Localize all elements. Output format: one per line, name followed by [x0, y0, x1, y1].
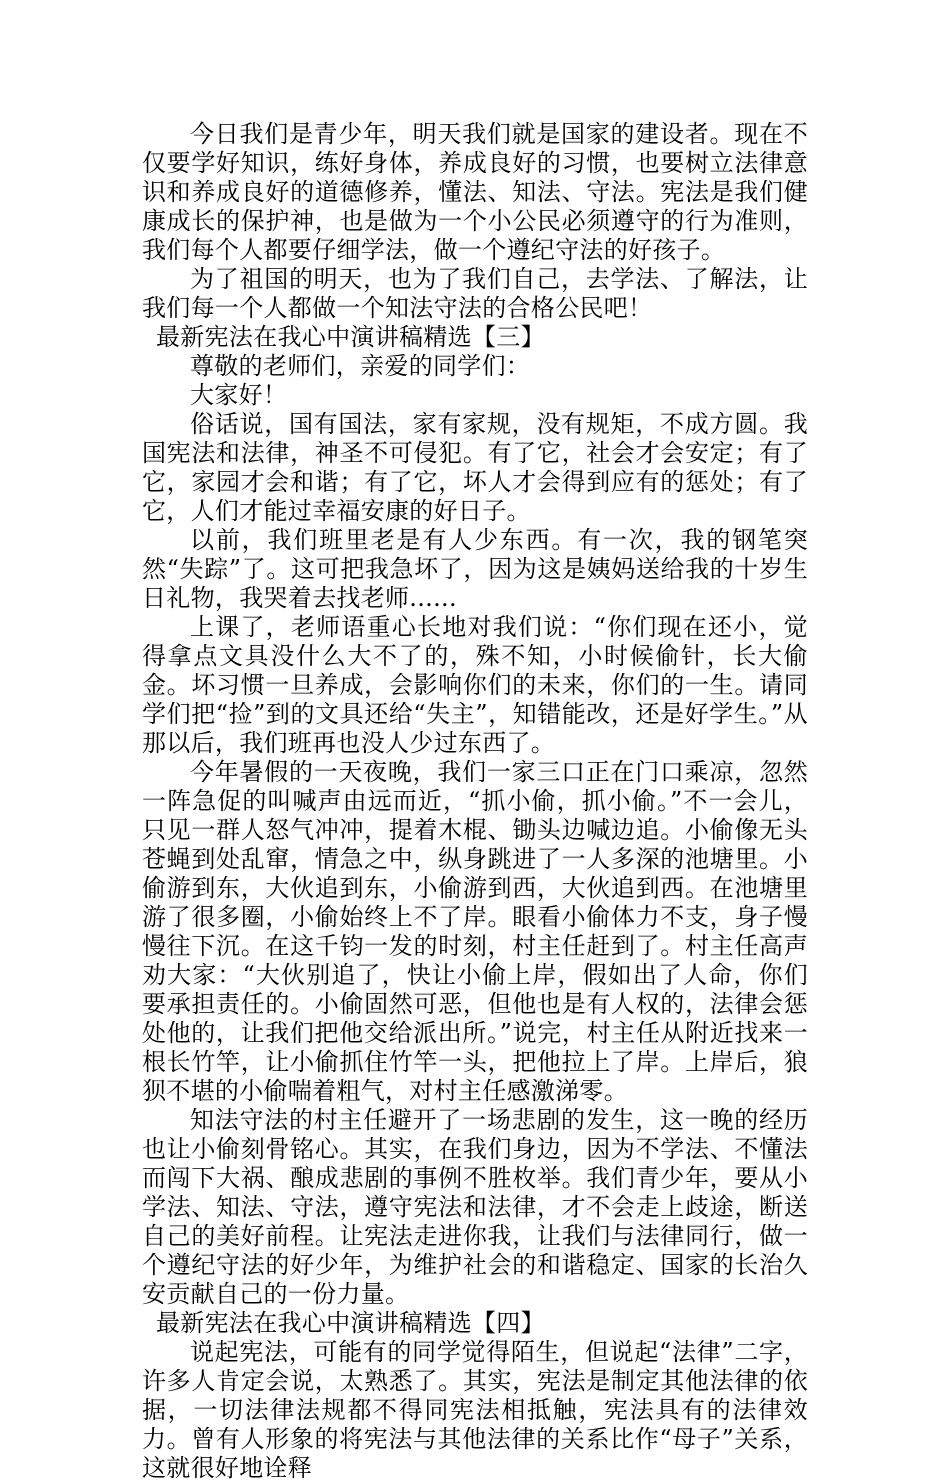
paragraph: 尊敬的老师们，亲爱的同学们： [190, 352, 531, 380]
paragraph: 今年暑假的一天夜晚，我们一家三口正在门口乘凉，忽然一阵急促的叫喊声由远而近，“抓小偷，抓小偷。”不一会儿，只见一群人怒气冲冲，提着木棍、锄头边喊边追。小偷像无头苍蝇到处乱窜，情急之中，纵身跳进了一人多深的池塘里。小偷游到东，大伙追到东，小偷游到西，大伙追到西。在池塘里游了很多圈，小偷始终上不了岸。眼看小偷体力不支，身子慢慢往下沉。在这千钧一发的时刻，村主任赶到了。村主任高声劝大家：“大伙别追了，快让小偷上岸，假如出了人命，你们要承担责任的。小偷固然可恶，但他也是有人权的，法律会惩处他的，让我们把他交给派出所。”说完，村主任从附近找来一根长竹竿，让小偷抓住竹竿一头，把他拉上了岸。上岸后，狼狈不堪的小偷喘着粗气，对村主任感激涕零。 [142, 758, 808, 1105]
paragraph: 为了祖国的明天，也为了我们自己，去学法、了解法，让我们每一个人都做一个知法守法的合格公民吧！ [142, 265, 808, 322]
paragraph: 上课了，老师语重心长地对我们说：“你们现在还小，觉得拿点文具没什么大不了的，殊不知，小时候偷针，长大偷金。坏习惯一旦养成，会影响你们的未来，你们的一生。请同学们把“捡”到的文具还给“失主”，知错能改，还是好学生。”从那以后，我们班再也没人少过东西了。 [142, 613, 808, 757]
paragraph: 今日我们是青少年，明天我们就是国家的建设者。现在不仅要学好知识，练好身体，养成良好的习惯，也要树立法律意识和养成良好的道德修养，懂法、知法、守法。宪法是我们健康成长的保护神，也是做为一个小公民必须遵守的行为准则，我们每个人都要仔细学法，做一个遵纪守法的好孩子。 [142, 120, 808, 264]
document-page [142, 120, 808, 1483]
paragraph: 说起宪法，可能有的同学觉得陌生，但说起“法律”二字，许多人肯定会说，太熟悉了。其实，宪法是制定其他法律的依据，一切法律法规都不得同宪法相抵触，宪法具有的法律效力。曾有人形象的将宪法与其他法律的关系比作“母子”关系，这就很好地诠释 [142, 1338, 808, 1482]
paragraph: 俗话说，国有国法，家有家规，没有规矩，不成方圆。我国宪法和法律，神圣不可侵犯。有了它，社会才会安定；有了它，家园才会和谐；有了它，坏人才会得到应有的惩处；有了它，人们才能过幸福安康的好日子。 [142, 410, 808, 525]
section-heading: 最新宪法在我心中演讲稿精选【四】 [156, 1309, 545, 1337]
paragraph: 知法守法的村主任避开了一场悲剧的发生，这一晚的经历也让小偷刻骨铭心。其实，在我们身边，因为不学法、不懂法而闯下大祸、酿成悲剧的事例不胜枚举。我们青少年，要从小学法、知法、守法，遵守宪法和法律，才不会走上歧途，断送自己的美好前程。让宪法走进你我，让我们与法律同行，做一个遵纪守法的好少年，为维护社会的和谐稳定、国家的长治久安贡献自己的一份力量。 [142, 1106, 808, 1308]
paragraph: 大家好！ [190, 381, 288, 409]
section-heading: 最新宪法在我心中演讲稿精选【三】 [156, 323, 545, 351]
paragraph: 以前，我们班里老是有人少东西。有一次，我的钢笔突然“失踪”了。这可把我急坏了，因为这是姨妈送给我的十岁生日礼物，我哭着去找老师...... [142, 526, 808, 612]
